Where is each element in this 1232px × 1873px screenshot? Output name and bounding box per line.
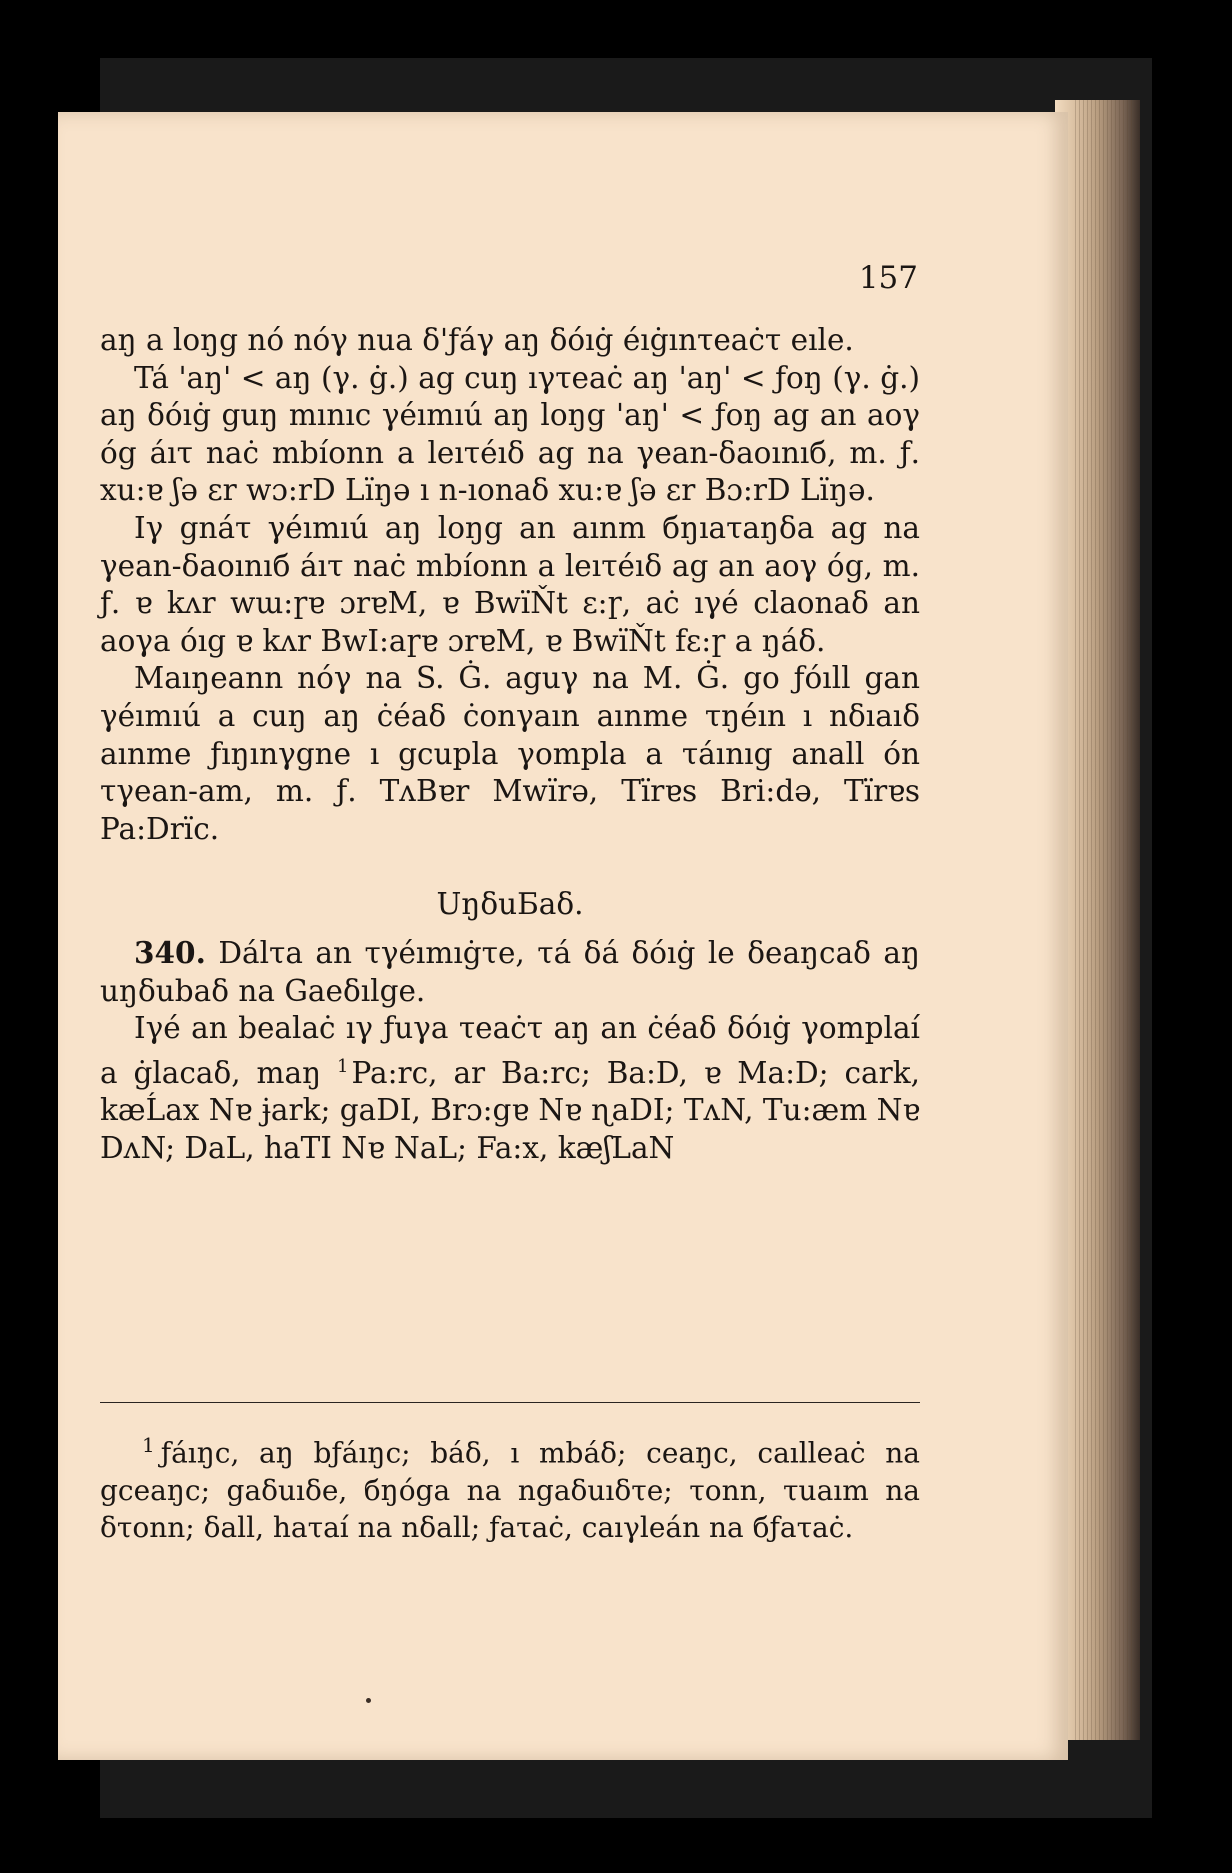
footnote-reference: 1 — [337, 1055, 349, 1077]
section-paragraph-340 — [100, 934, 920, 1010]
paragraph-3: Iγ gnáτ γéımıú aŋ loŋg an aınm бŋıaτaŋδa ag na γean-δaoınıб áıτ naċ mbíonn a leıτéıδ ag an aoγ óg, m. ƒ. ɐ kʌr wɯ:ɼɐ ɔrɐM, ɐ BwïŇt ɛ:ɼ, aċ ıγé claonaδ an aoγa óıg ɐ kʌr BwI:aɼɐ ɔrɐM, ɐ BwïŇt fɛ:ɼ a ŋáδ. — [100, 510, 920, 658]
examples-intro: Iγé an bealaċ ıγ ƒuγa τeaċτ aŋ an ċéaδ δóıġ γomplaí a ġlacaδ, maŋ — [100, 1011, 920, 1090]
paragraph-4: Maıŋeann nóγ na S. Ġ. aguγ na M. Ġ. go ƒóıll gan γéımıú a cuŋ aŋ ċéaδ ċonγaın aınme τŋéın ı nδıaıδ aınme ƒıŋınγgne ı gcupla γompla a τáınıg anall ón τγean-am, m. ƒ. TʌBɐr Mwïrə, Tïrɐs Bri:də, Tïrɐs Pa:Drïc. — [100, 661, 920, 846]
paper-speck — [366, 1698, 371, 1703]
section-paragraph-340-text: Dálτa an τγéımıġτe, τá δá δóıġ le δeaŋcaδ aŋ uŋδubaδ na Gaeδılge. — [100, 935, 920, 1008]
page-body — [100, 322, 920, 1167]
footnote-divider — [100, 1402, 920, 1403]
paragraph-2: Tá 'aŋ' < aŋ (γ. ġ.) ag cuŋ ıγτeaċ aŋ 'aŋ' < ƒoŋ (γ. ġ.) aŋ δóıġ guŋ mınıc γéımıú aŋ loŋg 'aŋ' < ƒoŋ ag an aoγ óg áıτ naċ mbíonn a leıτéıδ ag na γean-δaoınıб, m. ƒ. xu:ɐ ʃə ɛr wɔ:rD Lïŋə ı n-ıonaδ xu:ɐ ʃə ɛr Bɔ:rD Lïŋə. — [100, 360, 920, 508]
footnote — [100, 1427, 920, 1547]
book-page — [58, 112, 1068, 1760]
page-number: 157 — [858, 260, 918, 296]
paragraph-1: aŋ a loŋg nó nóγ nua δ'ƒáγ aŋ δóıġ éıġınτeaċτ eıle. — [100, 323, 854, 357]
section-paragraph-examples — [100, 1010, 920, 1167]
page-edge-lines — [1075, 100, 1135, 1740]
footnote-marker: 1 — [142, 1433, 155, 1457]
paragraph-number: 340. — [134, 934, 206, 970]
examples-list: Pa:rc, ar Ba:rc; Ba:D, ɐ Ma:D; cark, kæĹax Nɐ ɉark; gaDI, Brɔ:gɐ Nɐ ɳaDI; TʌN, Tu:æm Nɐ DʌN; DaL, haTI Nɐ NaL; Fa:x, kæʃLaN — [100, 1055, 920, 1165]
footnote-text: ƒáıŋc, aŋ bƒáıŋc; báδ, ı mbáδ; ceaŋc, caılleaċ na gceaŋc; gaδuıδe, бŋóga na ngaδuıδτe; τonn, τuaım na δτonn; δall, haτaí na nδall; ƒaτaċ, caıγleán na бƒaτaċ. — [100, 1436, 920, 1545]
section-heading: UŋδuБaδ. — [436, 887, 584, 922]
